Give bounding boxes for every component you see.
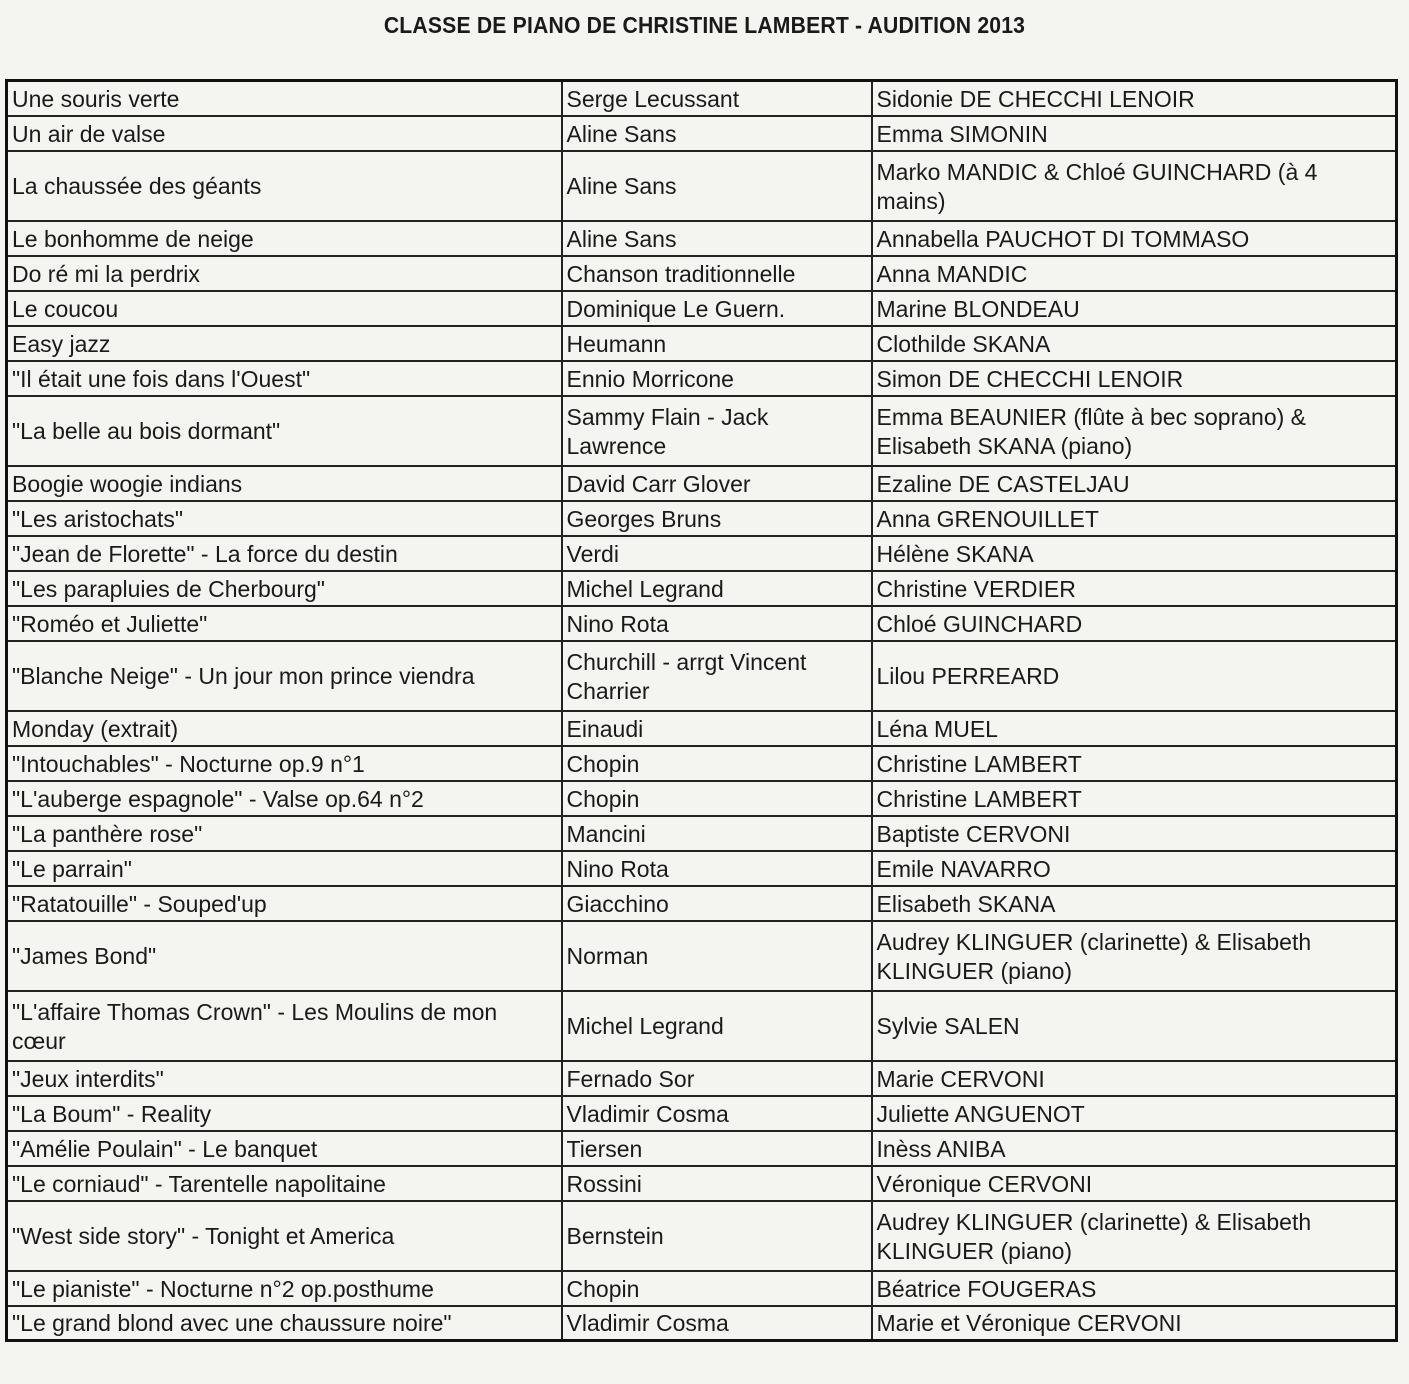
composer-cell: Ennio Morricone xyxy=(562,361,872,396)
composer-cell: Michel Legrand xyxy=(562,571,872,606)
table-row xyxy=(7,1061,1397,1096)
composer-cell: Sammy Flain - Jack Lawrence xyxy=(562,396,872,466)
performer-cell: Sylvie SALEN xyxy=(872,991,1397,1061)
work-cell: "L'auberge espagnole" - Valse op.64 n°2 xyxy=(7,781,562,816)
table-row xyxy=(7,886,1397,921)
performer-cell: Ezaline DE CASTELJAU xyxy=(872,466,1397,501)
performer-cell: Marie et Véronique CERVONI xyxy=(872,1306,1397,1341)
performer-cell: Christine LAMBERT xyxy=(872,746,1397,781)
page-title: CLASSE DE PIANO DE CHRISTINE LAMBERT - AUDITION 2013 xyxy=(383,12,1026,38)
performer-cell: Inèss ANIBA xyxy=(872,1131,1397,1166)
performer-cell: Annabella PAUCHOT DI TOMMASO xyxy=(872,221,1397,256)
performer-cell: Hélène SKANA xyxy=(872,536,1397,571)
work-cell: "Roméo et Juliette" xyxy=(7,606,562,641)
composer-cell: Aline Sans xyxy=(562,151,872,221)
performer-cell: Véronique CERVONI xyxy=(872,1166,1397,1201)
performer-cell: Audrey KLINGUER (clarinette) & Elisabeth KLINGUER (piano) xyxy=(872,1201,1397,1271)
work-cell: Monday (extrait) xyxy=(7,711,562,746)
work-cell: Un air de valse xyxy=(7,116,562,151)
work-cell: Le bonhomme de neige xyxy=(7,221,562,256)
performer-cell: Juliette ANGUENOT xyxy=(872,1096,1397,1131)
composer-cell: David Carr Glover xyxy=(562,466,872,501)
performer-cell: Marine BLONDEAU xyxy=(872,291,1397,326)
performer-cell: Christine VERDIER xyxy=(872,571,1397,606)
table-row xyxy=(7,466,1397,501)
table-row xyxy=(7,1166,1397,1201)
table-row xyxy=(7,536,1397,571)
work-cell: La chaussée des géants xyxy=(7,151,562,221)
performer-cell: Anna MANDIC xyxy=(872,256,1397,291)
performer-cell: Emma BEAUNIER (flûte à bec soprano) & Elisabeth SKANA (piano) xyxy=(872,396,1397,466)
table-row xyxy=(7,1131,1397,1166)
composer-cell: Heumann xyxy=(562,326,872,361)
composer-cell: Norman xyxy=(562,921,872,991)
work-cell: Le coucou xyxy=(7,291,562,326)
performer-cell: Marie CERVONI xyxy=(872,1061,1397,1096)
performer-cell: Baptiste CERVONI xyxy=(872,816,1397,851)
work-cell: "Amélie Poulain" - Le banquet xyxy=(7,1131,562,1166)
table-row xyxy=(7,1096,1397,1131)
composer-cell: Mancini xyxy=(562,816,872,851)
composer-cell: Chopin xyxy=(562,1271,872,1306)
program-table-body xyxy=(7,81,1397,1341)
table-row xyxy=(7,291,1397,326)
performer-cell: Emma SIMONIN xyxy=(872,116,1397,151)
table-row xyxy=(7,711,1397,746)
table-row xyxy=(7,151,1397,221)
composer-cell: Einaudi xyxy=(562,711,872,746)
work-cell: "Jean de Florette" - La force du destin xyxy=(7,536,562,571)
table-row xyxy=(7,1271,1397,1306)
work-cell: Easy jazz xyxy=(7,326,562,361)
table-row xyxy=(7,641,1397,711)
performer-cell: Simon DE CHECCHI LENOIR xyxy=(872,361,1397,396)
performer-cell: Anna GRENOUILLET xyxy=(872,501,1397,536)
table-row xyxy=(7,1201,1397,1271)
work-cell: "L'affaire Thomas Crown" - Les Moulins de mon cœur xyxy=(7,991,562,1061)
composer-cell: Michel Legrand xyxy=(562,991,872,1061)
table-row xyxy=(7,221,1397,256)
work-cell: "Blanche Neige" - Un jour mon prince viendra xyxy=(7,641,562,711)
work-cell: Boogie woogie indians xyxy=(7,466,562,501)
composer-cell: Vladimir Cosma xyxy=(562,1306,872,1341)
performer-cell: Sidonie DE CHECCHI LENOIR xyxy=(872,81,1397,116)
performer-cell: Chloé GUINCHARD xyxy=(872,606,1397,641)
table-row xyxy=(7,606,1397,641)
work-cell: "Il était une fois dans l'Ouest" xyxy=(7,361,562,396)
table-row xyxy=(7,816,1397,851)
table-row xyxy=(7,921,1397,991)
table-row xyxy=(7,781,1397,816)
table-row xyxy=(7,851,1397,886)
composer-cell: Aline Sans xyxy=(562,116,872,151)
performer-cell: Christine LAMBERT xyxy=(872,781,1397,816)
performer-cell: Léna MUEL xyxy=(872,711,1397,746)
work-cell: "Ratatouille" - Souped'up xyxy=(7,886,562,921)
work-cell: "Le parrain" xyxy=(7,851,562,886)
work-cell: "West side story" - Tonight et America xyxy=(7,1201,562,1271)
table-row xyxy=(7,116,1397,151)
work-cell: "La panthère rose" xyxy=(7,816,562,851)
performer-cell: Audrey KLINGUER (clarinette) & Elisabeth KLINGUER (piano) xyxy=(872,921,1397,991)
program-table xyxy=(5,79,1398,1342)
composer-cell: Georges Bruns xyxy=(562,501,872,536)
performer-cell: Béatrice FOUGERAS xyxy=(872,1271,1397,1306)
composer-cell: Chopin xyxy=(562,781,872,816)
work-cell: "James Bond" xyxy=(7,921,562,991)
composer-cell: Vladimir Cosma xyxy=(562,1096,872,1131)
composer-cell: Churchill - arrgt Vincent Charrier xyxy=(562,641,872,711)
composer-cell: Bernstein xyxy=(562,1201,872,1271)
composer-cell: Verdi xyxy=(562,536,872,571)
table-row xyxy=(7,571,1397,606)
composer-cell: Chanson traditionnelle xyxy=(562,256,872,291)
work-cell: "Jeux interdits" xyxy=(7,1061,562,1096)
composer-cell: Tiersen xyxy=(562,1131,872,1166)
composer-cell: Nino Rota xyxy=(562,606,872,641)
performer-cell: Elisabeth SKANA xyxy=(872,886,1397,921)
composer-cell: Dominique Le Guern. xyxy=(562,291,872,326)
performer-cell: Lilou PERREARD xyxy=(872,641,1397,711)
composer-cell: Nino Rota xyxy=(562,851,872,886)
table-row xyxy=(7,81,1397,116)
table-row xyxy=(7,361,1397,396)
performer-cell: Emile NAVARRO xyxy=(872,851,1397,886)
work-cell: "Intouchables" - Nocturne op.9 n°1 xyxy=(7,746,562,781)
composer-cell: Aline Sans xyxy=(562,221,872,256)
table-row xyxy=(7,1306,1397,1341)
work-cell: "La Boum" - Reality xyxy=(7,1096,562,1131)
work-cell: Une souris verte xyxy=(7,81,562,116)
work-cell: "La belle au bois dormant" xyxy=(7,396,562,466)
composer-cell: Fernado Sor xyxy=(562,1061,872,1096)
table-row xyxy=(7,746,1397,781)
composer-cell: Giacchino xyxy=(562,886,872,921)
table-row xyxy=(7,991,1397,1061)
work-cell: Do ré mi la perdrix xyxy=(7,256,562,291)
performer-cell: Clothilde SKANA xyxy=(872,326,1397,361)
work-cell: "Les parapluies de Cherbourg" xyxy=(7,571,562,606)
performer-cell: Marko MANDIC & Chloé GUINCHARD (à 4 mains) xyxy=(872,151,1397,221)
work-cell: "Le grand blond avec une chaussure noire" xyxy=(7,1306,562,1341)
table-row xyxy=(7,396,1397,466)
composer-cell: Serge Lecussant xyxy=(562,81,872,116)
work-cell: "Le corniaud" - Tarentelle napolitaine xyxy=(7,1166,562,1201)
composer-cell: Chopin xyxy=(562,746,872,781)
table-row xyxy=(7,326,1397,361)
composer-cell: Rossini xyxy=(562,1166,872,1201)
table-row xyxy=(7,501,1397,536)
table-row xyxy=(7,256,1397,291)
work-cell: "Le pianiste" - Nocturne n°2 op.posthume xyxy=(7,1271,562,1306)
work-cell: "Les aristochats" xyxy=(7,501,562,536)
